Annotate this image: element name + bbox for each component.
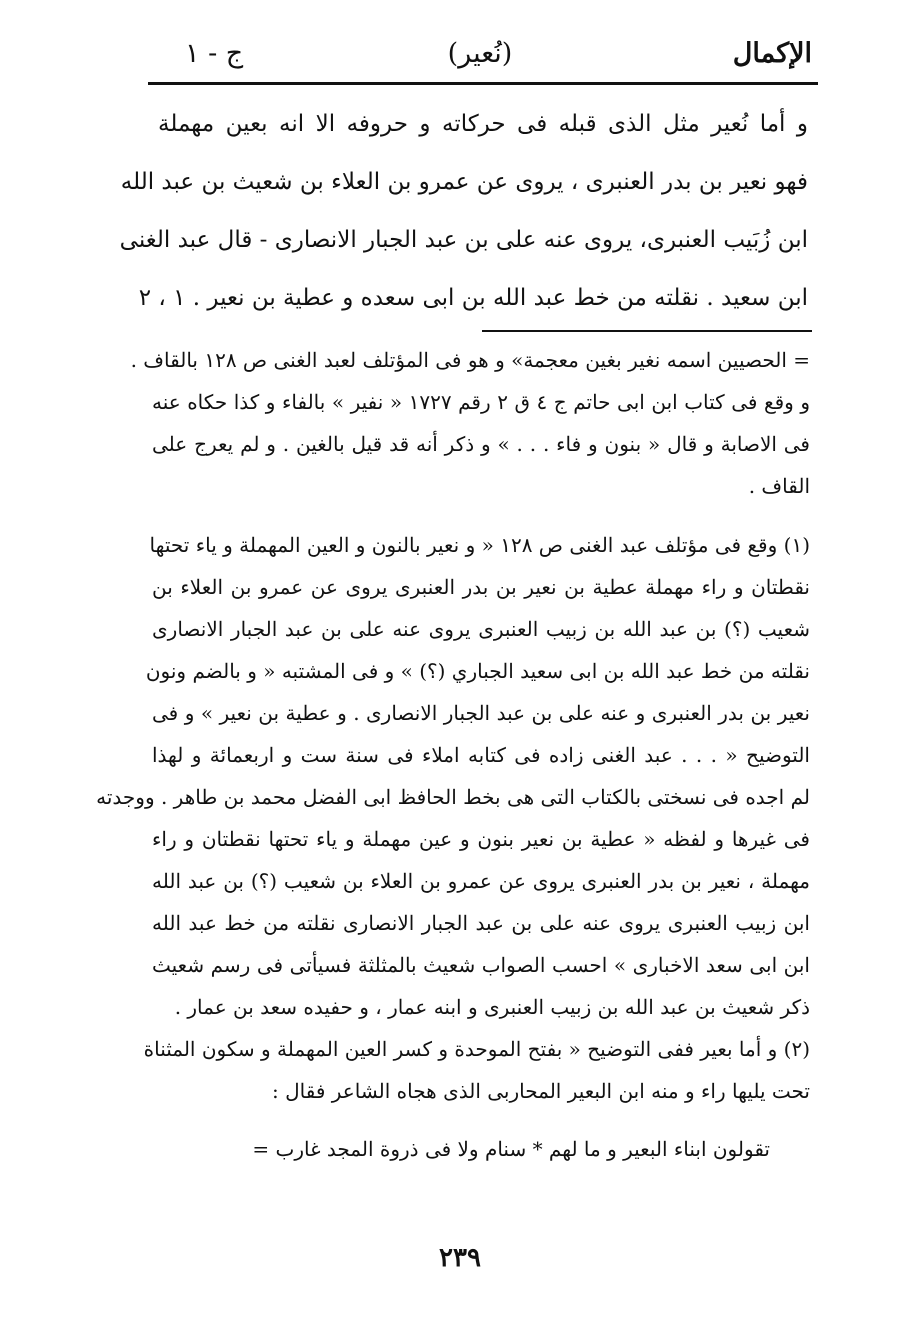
- book-title: الإكمال: [732, 38, 812, 69]
- footnote-line: تحت يليها راء و منه ابن البعير المحاربى الذى هجاه الشاعر فقال :: [272, 1079, 810, 1103]
- footnote-line: (٢) و أما بعير ففى التوضيح « بفتح الموحدة و كسر العين المهملة و سكون المثناة: [143, 1037, 810, 1061]
- footnote-line: ذكر شعيث بن عبد الله بن زبيب العنبرى و ابنه عمار ، و حفيده سعد بن عمار .: [174, 995, 810, 1019]
- footnote-line: = الحصيين اسمه نغير بغين معجمة» و هو فى المؤتلف لعبد الغنى ص ١٢٨ بالقاف .: [130, 348, 810, 372]
- footnote-verse-line: تقولون ابناء البعير و ما لهم * سنام ولا فى ذروة المجد غارب =: [252, 1137, 770, 1161]
- footnote-rule: [482, 330, 812, 332]
- footnote-line: فى غيرها و لفظه « عطية بن نعير بنون و عين مهملة و ياء تحتها نقطتان و راء: [152, 827, 810, 851]
- footnote-line: ابن زبيب العنبرى يروى عنه على بن عبد الجبار الانصارى نقلته من خط عبد الله: [152, 911, 810, 935]
- footnote-line: القاف .: [748, 474, 810, 498]
- footnote-line: مهملة ، نعير بن بدر العنبرى يروى عن عمرو بن العلاء بن شعيب (؟) بن عبد الله: [152, 869, 810, 893]
- main-text-line: ابن زُبَيب العنبرى، يروى عنه على بن عبد الجبار الانصارى - قال عبد الغنى: [119, 227, 808, 253]
- volume-label: ج - ١: [185, 38, 244, 69]
- footnote-line: نعير بن بدر العنبرى و عنه على بن عبد الجبار الانصارى . و عطية بن نعير » و فى: [152, 701, 810, 725]
- page-number: ٢٣٩: [439, 1243, 481, 1273]
- footnote-line: التوضيح « . . . عبد الغنى زاده فى كتابه املاء فى سنة ست و اربعمائة و لهذا: [152, 743, 810, 767]
- footnote-line: نقلته من خط عبد الله بن ابى سعيد الجباري (؟) » و فى المشتبه « و بالضم ونون: [145, 659, 810, 683]
- footnote-line: (١) وقع فى مؤتلف عبد الغنى ص ١٢٨ « و نعير بالنون و العين المهملة و ياء تحتها: [149, 533, 810, 557]
- footnote-line: شعيب (؟) بن عبد الله بن زبيب العنبرى يروى عنه على بن عبد الجبار الانصارى: [152, 617, 810, 641]
- main-text-line: و أما نُعير مثل الذى قبله فى حركاته و حروفه الا انه بعين مهملة: [158, 111, 808, 137]
- footnote-line: و وقع فى كتاب ابن ابى حاتم ج ٤ ق ٢ رقم ١٧٢٧ « نفير » بالفاء و كذا حكاه عنه: [152, 390, 810, 414]
- footnote-line: فى الاصابة و قال « بنون و فاء . . . » و ذكر أنه قد قيل بالغين . و لم يعرج على: [152, 432, 810, 456]
- entry-title: (نُعير): [447, 38, 513, 69]
- header-rule: [148, 82, 818, 85]
- main-text-line: فهو نعير بن بدر العنبرى ، يروى عن عمرو بن العلاء بن شعيث بن عبد الله: [120, 169, 808, 195]
- main-text-line: ابن سعيد . نقلته من خط عبد الله بن ابى سعده و عطية بن نعير . ١ ، ٢: [138, 285, 808, 311]
- page-header: [140, 30, 820, 82]
- footnote-line: نقطتان و راء مهملة عطية بن نعير بن بدر العنبرى يروى عن عمرو بن العلاء بن: [152, 575, 810, 599]
- footnote-line: لم اجده فى نسختى بالكتاب التى هى بخط الحافظ ابى الفضل محمد بن طاهر . ووجدته: [96, 785, 810, 809]
- footnote-line: ابن ابى سعد الاخبارى » احسب الصواب شعيث بالمثلثة فسيأتى فى رسم شعيث: [152, 953, 810, 977]
